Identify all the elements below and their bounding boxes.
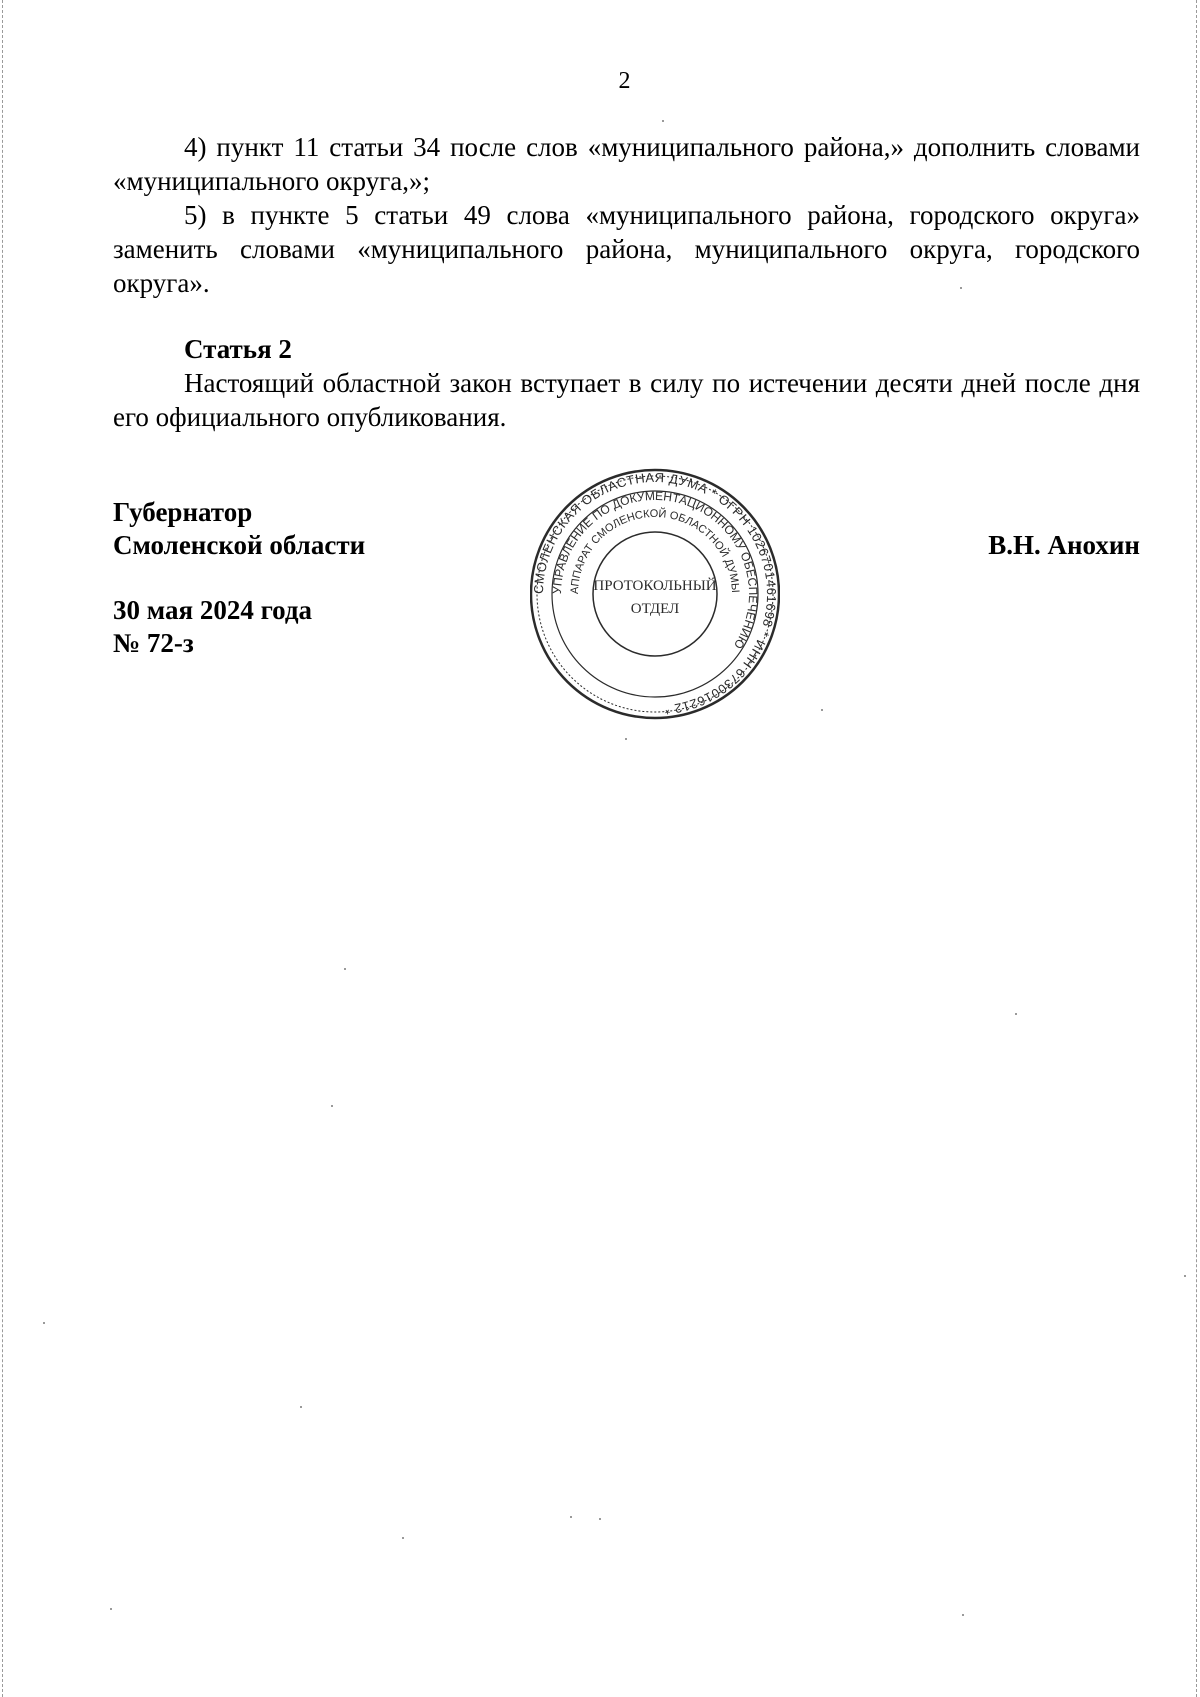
scan-left-edge bbox=[2, 0, 3, 1697]
stamp-outer-text: СМОЛЕНСКАЯ ОБЛАСТНАЯ ДУМА * ОГРН 1026701461698 * ИНН 6730016212 * bbox=[530, 469, 780, 718]
scan-speck bbox=[662, 120, 664, 122]
document-body bbox=[113, 130, 1140, 434]
scan-speck bbox=[1184, 1275, 1186, 1277]
stamp-inner-text: АППАРАТ СМОЛЕНСКОЙ ОБЛАСТНОЙ ДУМЫ bbox=[568, 507, 742, 595]
article-title: Статья 2 bbox=[184, 334, 292, 364]
stamp-center-line1: ПРОТОКОЛЬНЫЙ bbox=[593, 578, 717, 594]
scan-speck bbox=[962, 1614, 964, 1616]
stamp-center-line2: ОТДЕЛ bbox=[630, 601, 680, 617]
law-date-number bbox=[113, 594, 312, 660]
scan-speck bbox=[821, 709, 823, 711]
scan-speck bbox=[300, 1406, 302, 1408]
scan-speck bbox=[331, 1105, 333, 1107]
scan-speck bbox=[43, 1322, 45, 1324]
scan-speck bbox=[402, 1537, 404, 1539]
article-text: Настоящий областной закон вступает в силу по истечении десяти дней после дня его официального опубликования. bbox=[113, 368, 1140, 432]
signatory-position-line2: Смоленской области bbox=[113, 530, 366, 560]
signatory-name: В.Н. Анохин bbox=[988, 530, 1140, 560]
scan-speck bbox=[570, 1516, 572, 1518]
law-date: 30 мая 2024 года bbox=[113, 595, 313, 625]
law-number: № 72-з bbox=[113, 628, 194, 658]
page-number: 2 bbox=[618, 68, 631, 94]
stamp-ring-text: УПРАВЛЕНИЕ ПО ДОКУМЕНТАЦИОННОМУ ОБЕСПЕЧЕНИЮ bbox=[549, 488, 761, 652]
scan-speck bbox=[344, 968, 346, 970]
scan-speck bbox=[110, 1608, 112, 1610]
stamp-center-ring bbox=[593, 532, 717, 656]
official-stamp bbox=[530, 465, 780, 723]
signatory-position bbox=[113, 496, 365, 562]
scan-right-edge bbox=[1196, 0, 1197, 1697]
scan-speck bbox=[625, 738, 627, 740]
signatory-position-line1: Губернатор bbox=[113, 497, 253, 527]
scan-speck bbox=[1015, 1013, 1017, 1015]
amendment-item-5: 5) в пункте 5 статьи 49 слова «муниципального района, городского округа» заменить словами «муниципального района, муниципального округа, городского округа». bbox=[113, 200, 1140, 298]
scan-speck bbox=[960, 287, 962, 289]
scan-speck bbox=[599, 1518, 601, 1520]
amendment-item-4: 4) пункт 11 статьи 34 после слов «муниципального района,» дополнить словами «муниципального округа,»; bbox=[113, 132, 1140, 196]
